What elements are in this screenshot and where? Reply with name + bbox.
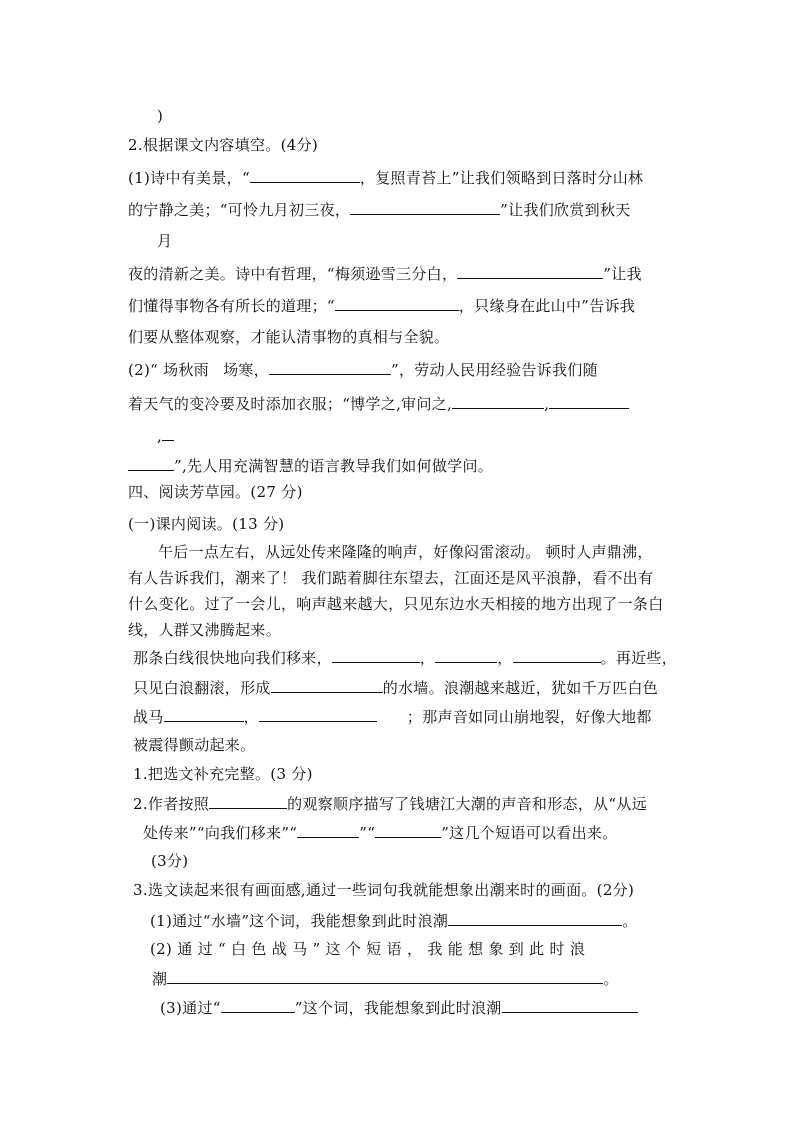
answer-blank[interactable]: [448, 910, 622, 926]
answer-blank[interactable]: [452, 393, 544, 409]
q-text: (3)通过“: [160, 999, 221, 1017]
q2-text: ,: [157, 427, 163, 445]
question-2-line-1: [133, 793, 647, 814]
q2-text: ”,先人用充满智慧的语言教导我们如何做学问。: [174, 457, 494, 475]
answer-blank[interactable]: [549, 393, 629, 409]
passage-line: 有人告诉我们，潮来了！ 我们踮着脚往东望去，江面还是风平浪静，看不出有: [128, 569, 654, 587]
q2-line-7: [128, 359, 598, 380]
q2-line-6: 们要从整体观察，才能认清事物的真相与全貌。: [128, 328, 450, 346]
answer-blank[interactable]: [128, 455, 174, 471]
q2-text: 的宁静之美；“可怜九月初三夜，: [128, 201, 351, 219]
passage-text: ，: [243, 708, 259, 726]
answer-blank[interactable]: [457, 263, 603, 279]
passage-line: [133, 706, 652, 727]
q-text: ”“: [359, 824, 376, 842]
q2-line-10: [128, 455, 493, 476]
q2-text: ”让我: [603, 265, 642, 283]
subsection-title: (一)课内阅读。(13 分): [128, 515, 285, 533]
answer-blank[interactable]: [350, 199, 500, 215]
q2-text: ,: [544, 395, 550, 413]
closing-paren: ): [157, 107, 164, 125]
passage-text: 的水墙。浪潮越来越近，犹如千万匹白色: [382, 679, 659, 697]
answer-blank[interactable]: [297, 822, 359, 838]
q-text: 。: [603, 970, 619, 988]
q2-text: 着天气的变冷要及时添加衣服；“博学之,审问之,: [128, 395, 453, 413]
passage-line: 被震得颤动起来。: [133, 736, 256, 754]
q2-text: ，复照青苔上”让我们领略到日落时分山林: [359, 169, 644, 187]
question-2-line-2: [143, 822, 618, 843]
answer-blank[interactable]: [209, 793, 287, 809]
q-text: ”这个词，我能想象到此时浪潮: [294, 999, 502, 1017]
answer-blank[interactable]: [502, 997, 638, 1013]
question-1: 1.把选文补充完整。(3 分): [133, 765, 313, 783]
answer-blank[interactable]: [375, 822, 441, 838]
q-text: 潮: [152, 970, 168, 988]
q-text: 处传来”“向我们移来”“: [143, 824, 298, 842]
answer-blank[interactable]: [259, 706, 377, 722]
q2-text: ，只缘身在此山中”告诉我: [458, 297, 636, 315]
answer-blank[interactable]: [167, 968, 603, 984]
q2-line-8: [128, 393, 629, 414]
q2-text: 夜的清新之美。诗中有哲理，“梅须逊雪三分白，: [128, 265, 458, 283]
q2-text: 们懂得事物各有所长的道理；“: [128, 297, 335, 315]
answer-blank[interactable]: [269, 359, 391, 375]
answer-blank[interactable]: [335, 295, 459, 311]
answer-blank[interactable]: [435, 647, 497, 663]
q-text: 的观察顺序描写了钱塘江大潮的声音和形态，从“从远: [287, 795, 647, 813]
question-2-title: 2.根据课文内容填空。(4分): [128, 136, 319, 154]
passage-text: 。再近些，: [600, 649, 678, 667]
q2-text: (1)诗中有美景，“: [128, 169, 250, 187]
answer-blank[interactable]: [164, 706, 244, 722]
q2-line-2: [128, 199, 631, 220]
passage-line: 线，人群又沸腾起来。: [128, 621, 282, 639]
answer-blank[interactable]: [513, 647, 601, 663]
q-text: ”这几个短语可以看出来。: [441, 824, 618, 842]
passage-line: 午后一点左右，从远处传来隆隆的响声，好像闷雷滚动。 顿时人声鼎沸，: [158, 543, 653, 561]
answer-blank[interactable]: [250, 167, 360, 183]
answer-blank[interactable]: [221, 997, 295, 1013]
q2-text: (2)“ 场秋雨: [128, 361, 210, 379]
q2-line-3: 月: [157, 232, 173, 250]
question-3-1: [150, 910, 638, 931]
q-text: (1)通过“水墙”这个词，我能想象到此时浪潮: [150, 912, 449, 930]
q2-text: ”让我们欣赏到秋天: [500, 201, 631, 219]
q2-text: 场寒，: [223, 361, 269, 379]
q2-text: ”，劳动人民用经验告诉我们随: [391, 361, 598, 379]
question-3-2-cont: [152, 968, 619, 989]
answer-blank[interactable]: [271, 677, 383, 693]
q-text: 2.作者按照: [133, 795, 210, 813]
passage-text: ，: [419, 649, 436, 667]
passage-line: [133, 647, 677, 668]
answer-blank[interactable]: [332, 647, 420, 663]
question-2-score: (3分): [151, 852, 189, 870]
passage-text: ，: [497, 649, 513, 667]
answer-blank[interactable]: [162, 425, 174, 441]
q2-line-9: [157, 425, 174, 446]
section-4-title: 四、阅读芳草园。(27 分): [128, 483, 303, 501]
q-text: 。: [622, 912, 638, 930]
passage-text: ；那声音如同山崩地裂，好像大地都: [406, 708, 652, 726]
q2-line-5: [128, 295, 635, 316]
passage-line: [133, 677, 658, 698]
question-3-3: [160, 997, 638, 1018]
q2-line-1: [128, 167, 643, 188]
passage-text: 那条白线很快地向我们移来，: [133, 649, 332, 667]
question-3-2: (2) 通 过 “ 白 色 战 马 ” 这 个 短 语 ， 我 能 想 象 到 此 时 浪: [150, 940, 586, 958]
passage-line: 什么变化。过了一会儿，响声越来越大，只见东边水天相接的地方出现了一条白: [128, 595, 664, 613]
passage-text: 战马: [133, 708, 164, 726]
question-3: 3.选文读起来很有画面感,通过一些词句我就能想象出潮来时的画面。(2分): [133, 881, 635, 899]
q2-line-4: [128, 263, 642, 284]
passage-text: 只见白浪翻滚，形成: [133, 679, 271, 697]
